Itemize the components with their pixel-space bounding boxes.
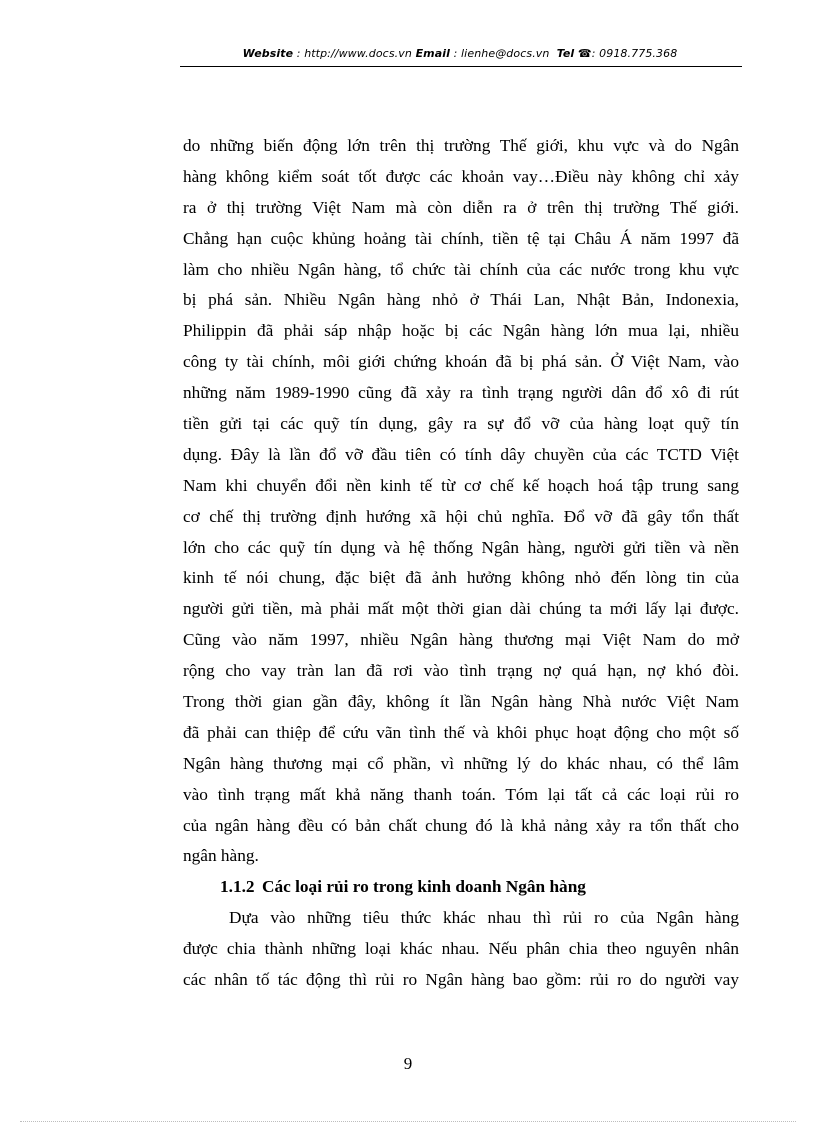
tel-value: : 0918.775.368 [591,47,678,60]
text-line: những năm 1989-1990 cũng đã xảy ra tình trạng người dân đổ xô đi rút [183,383,739,403]
header-divider [180,66,742,67]
text-line: người gửi tiền, mà phải mất một thời gian dài chúng ta mới lấy lại được. [183,599,739,619]
text-line: Chẳng hạn cuộc khủng hoảng tài chính, tiền tệ tại Châu Á năm 1997 đã [183,228,739,248]
text-line: do những biến động lớn trên thị trường Thế giới, khu vực và do Ngân [183,136,739,155]
text-line: vào tình trạng mất khả năng thanh toán. Tóm lại tất cả các loại rủi ro [183,784,739,804]
page-header [180,47,740,60]
text-line: ngân hàng. [183,846,259,866]
text-line: cơ chế thị trường định hướng xã hội chủ nghĩa. Đổ vỡ đã gây tổn thất [183,506,739,526]
section-number: 1.1.2 [220,877,255,897]
email-label: Email [415,47,451,60]
text-line: ra ở thị trường Việt Nam mà còn diễn ra ở trên thị trường Thế giới. [183,197,739,217]
text-line: rộng cho vay tràn lan đã rơi vào tình trạng nợ quá hạn, nợ khó đòi. [183,661,739,681]
website-link[interactable]: http://www.docs.vn [304,47,412,60]
text-line: được chia thành những loại khác nhau. Nếu phân chia theo nguyên nhân [183,939,739,959]
email-link[interactable]: lienhe@docs.vn [461,47,550,60]
page-number: 9 [403,1054,413,1073]
text-line: Nam khi chuyển đổi nền kinh tế từ cơ chế kế hoạch hoá tập trung sang [183,475,739,495]
text-line: các nhân tố tác động thì rủi ro Ngân hàng bao gồm: rủi ro do người vay [183,970,739,990]
text-line: của ngân hàng đều có bản chất chung đó là khả nảng xảy ra tổn thất cho [183,815,739,835]
text-line: Trong thời gian gần đây, không ít lần Ngân hàng Nhà nước Việt Nam [183,692,739,712]
page-bottom-edge [20,1121,796,1122]
text-line: tiền gửi tại các quỹ tín dụng, gây ra sự đổ vỡ của hàng loạt quỹ tín [183,414,739,434]
tel-label: Tel [556,47,575,60]
text-line: dụng. Đây là lần đổ vỡ đầu tiên có tính dây chuyền của các TCTD Việt [183,444,739,464]
website-label: Website [242,47,294,60]
email-separator: : [450,47,462,60]
website-separator: : [293,47,305,60]
text-line: Philippin đã phải sáp nhập hoặc bị các Ngân hàng lớn mua lại, nhiều [183,321,739,341]
text-line: đã phải can thiệp để cứu vãn tình thế và khôi phục hoạt động cho một số [183,722,739,742]
text-line: hàng không kiểm soát tốt được các khoản vay…Điều này không chỉ xảy [183,166,739,186]
text-line: lớn cho các quỹ tín dụng và hệ thống Ngân hàng, người gửi tiền và nền [183,537,739,557]
text-line: Ngân hàng thương mại cổ phần, vì những lý do khác nhau, có thể lâm [183,753,739,773]
text-line: làm cho nhiều Ngân hàng, tổ chức tài chính của các nước trong khu vực [183,259,739,279]
section-heading [183,872,739,903]
document-body [183,131,739,996]
section-title: Các loại rủi ro trong kinh doanh Ngân hàng [262,877,586,897]
text-line: Dựa vào những tiêu thức khác nhau thì rủi ro của Ngân hàng [229,908,739,928]
phone-icon: ☎ [577,47,592,60]
paragraph-risk-causes [183,131,739,872]
paragraph-risk-classification [183,903,739,996]
text-line: Cũng vào năm 1997, nhiều Ngân hàng thương mại Việt Nam do mở [183,630,739,650]
text-line: kinh tế nói chung, đặc biệt đã ảnh hưởng không nhỏ đến lòng tin của [183,568,739,588]
text-line: công ty tài chính, môi giới chứng khoán đã bị phá sản. Ở Việt Nam, vào [183,352,739,372]
text-line: bị phá sản. Nhiều Ngân hàng nhỏ ở Thái Lan, Nhật Bản, Indonexia, [183,290,739,310]
